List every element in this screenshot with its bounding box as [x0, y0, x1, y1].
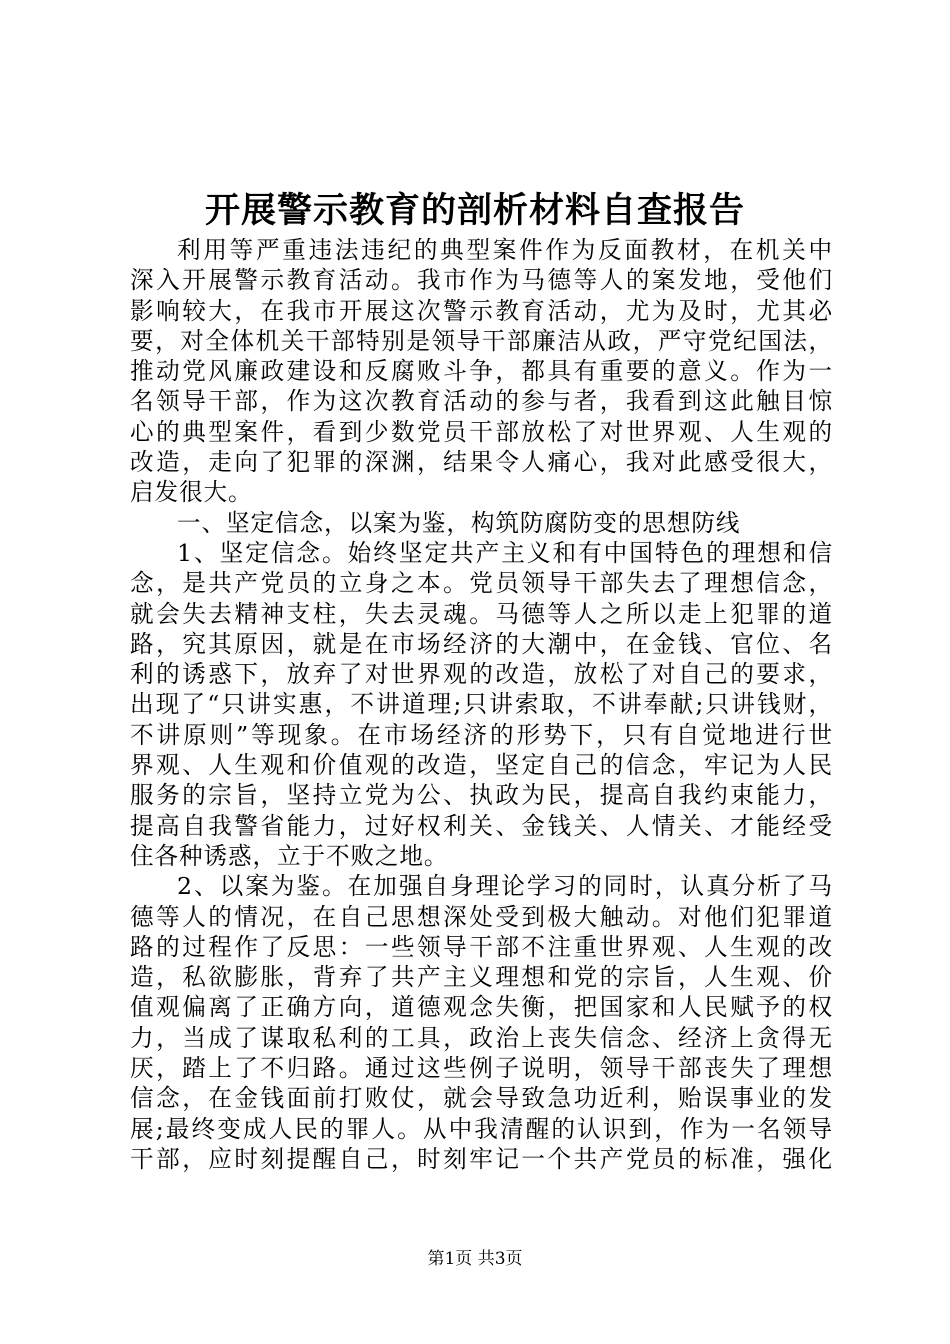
- text-line: 出现了“只讲实惠，不讲道理;只讲索取，不讲奉献;只讲钱财，: [130, 690, 833, 719]
- text-line: 展;最终变成人民的罪人。从中我清醒的认识到，作为一名领导: [130, 1114, 833, 1143]
- text-line: 名领导干部，作为这次教育活动的参与者，我看到这此触目惊: [130, 387, 833, 416]
- text-line: 服务的宗旨，坚持立党为公、执政为民，提高自我约束能力，: [130, 781, 833, 810]
- text-line: 信念，在金钱面前打败仗，就会导致急功近利，贻误事业的发: [130, 1084, 833, 1113]
- text-line: 影响较大，在我市开展这次警示教育活动，尤为及时，尤其必: [130, 296, 833, 325]
- text-line: 1、坚定信念。始终坚定共产主义和有中国特色的理想和信: [177, 538, 833, 567]
- text-line: 路，究其原因，就是在市场经济的大潮中，在金钱、官位、名: [130, 629, 833, 658]
- text-line: 要，对全体机关干部特别是领导干部廉洁从政，严守党纪国法，: [130, 326, 833, 355]
- text-line: 启发很大。: [130, 478, 253, 507]
- text-line: 力，当成了谋取私利的工具，政治上丧失信念、经济上贪得无: [130, 1023, 833, 1052]
- text-line: 就会失去精神支柱，失去灵魂。马德等人之所以走上犯罪的道: [130, 599, 833, 628]
- text-line: 推动党风廉政建设和反腐败斗争，都具有重要的意义。作为一: [130, 357, 833, 386]
- text-line: 2、以案为鉴。在加强自身理论学习的同时，认真分析了马: [177, 872, 833, 901]
- text-line: 厌，踏上了不归路。通过这些例子说明，领导干部丧失了理想: [130, 1054, 833, 1083]
- text-line: 住各种诱惑，立于不败之地。: [130, 841, 449, 870]
- text-line: 干部，应时刻提醒自己，时刻牢记一个共产党员的标准，强化: [130, 1144, 833, 1173]
- text-line: 造，私欲膨胀，背弃了共产主义理想和党的宗旨，人生观、价: [130, 963, 833, 992]
- text-line: 深入开展警示教育活动。我市作为马德等人的案发地，受他们: [130, 266, 833, 295]
- text-line: 提高自我警省能力，过好权利关、金钱关、人情关、才能经受: [130, 811, 833, 840]
- text-line: 利用等严重违法违纪的典型案件作为反面教材，在机关中: [177, 236, 833, 264]
- text-line: 念，是共产党员的立身之本。党员领导干部失去了理想信念，: [130, 569, 833, 598]
- section-heading: 一、坚定信念，以案为鉴，构筑防腐防变的思想防线: [177, 508, 741, 537]
- document-body: [130, 235, 833, 1174]
- text-line: 不讲原则”等现象。在市场经济的形势下，只有自觉地进行世: [130, 720, 833, 749]
- text-line: 值观偏离了正确方向，道德观念失衡，把国家和人民赋予的权: [130, 993, 833, 1022]
- document-title: 开展警示教育的剖析材料自查报告: [204, 191, 745, 231]
- text-line: 路的过程作了反思：一些领导干部不注重世界观、人生观的改: [130, 932, 833, 961]
- page-footer: 第1页 共3页: [427, 1249, 523, 1269]
- text-line: 德等人的情况，在自己思想深处受到极大触动。对他们犯罪道: [130, 902, 833, 931]
- text-line: 心的典型案件，看到少数党员干部放松了对世界观、人生观的: [130, 417, 833, 446]
- text-line: 界观、人生观和价值观的改造，坚定自己的信念，牢记为人民: [130, 751, 833, 780]
- text-line: 改造，走向了犯罪的深渊，结果令人痛心，我对此感受很大，: [130, 448, 833, 477]
- text-line: 利的诱惑下，放弃了对世界观的改造，放松了对自己的要求，: [130, 660, 833, 689]
